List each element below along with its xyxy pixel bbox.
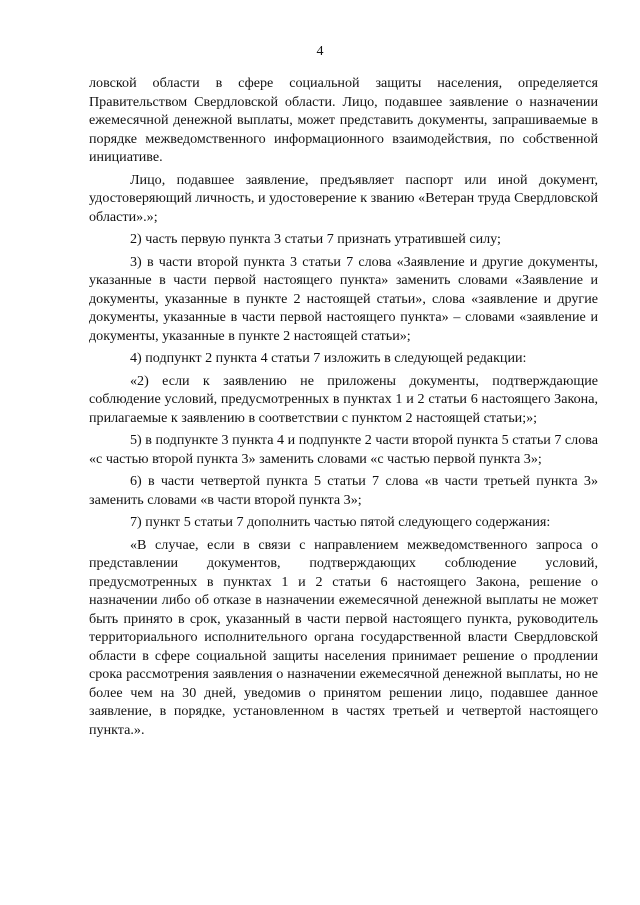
paragraph-continuation: ловской области в сфере социальной защиты населения, определяется Правительством Свердловской области. Лицо, подавшее заявление о назначении ежемесячной денежной выплаты, может представить документы, запрашиваемые в порядке межведомственного информационного взаимодействия, по собственной инициативе. (89, 75, 598, 165)
paragraph-item-2: 2) часть первую пункта 3 статьи 7 признать утратившей силу; (130, 231, 501, 247)
paragraph-item-4: 4) подпункт 2 пункта 4 статьи 7 изложить в следующей редакции: (130, 350, 527, 366)
paragraph-item-4-quote: «2) если к заявлению не приложены документы, подтверждающие соблюдение условий, предусмотренных в пунктах 1 и 2 статьи 6 настоящего Закона, прилагаемые к заявлению в соответствии с пунктом 2 настоящей статьи;»; (89, 372, 598, 426)
paragraph-passport: Лицо, подавшее заявление, предъявляет паспорт или иной документ, удостоверяющий личность, и удостоверение к званию «Ветеран труда Свердловской области».»; (89, 171, 598, 225)
paragraph-item-3: 3) в части второй пункта 3 статьи 7 слова «Заявление и другие документы, указанные в части первой настоящего пункта» заменить словами «Заявление и документы, указанные в пункте 2 настоящей статьи», слова «заявление и другие документы, указанные в части первой настоящего пункта» – словами «заявление и документы, указанные в пункте 2 настоящей статьи»; (89, 253, 598, 344)
paragraph-item-6: 6) в части четвертой пункта 5 статьи 7 слова «в части третьей пункта 3» заменить словами «в части второй пункта 3»; (89, 473, 598, 508)
paragraph-item-7: 7) пункт 5 статьи 7 дополнить частью пятой следующего содержания: (130, 514, 551, 530)
document-body (89, 74, 598, 743)
page-number: 4 (316, 44, 324, 59)
paragraph-item-7-quote: «В случае, если в связи с направлением межведомственного запроса о представлении документов, подтверждающих соблюдение условий, предусмотренных в пунктах 1 и 2 статьи 6 настоящего Закона, решение о назначении либо об отказе в назначении ежемесячной денежной выплаты не может быть принято в срок, указанный в части первой настоящего пункта, руководитель территориального исполнительного органа государственной власти Свердловской области в сфере социальной защиты населения принимает решение о продлении срока рассмотрения заявления о назначении ежемесячной денежной выплаты, но не более чем на 30 дней, уведомив о принятом решении лицо, подавшее данное заявление, в порядке, установленном в частях третьей и четвертой настоящего пункта.». (89, 536, 598, 738)
paragraph-item-5: 5) в подпункте 3 пункта 4 и подпункте 2 части второй пункта 5 статьи 7 слова «с частью второй пункта 3» заменить словами «с частью первой пункта 3»; (89, 432, 598, 467)
